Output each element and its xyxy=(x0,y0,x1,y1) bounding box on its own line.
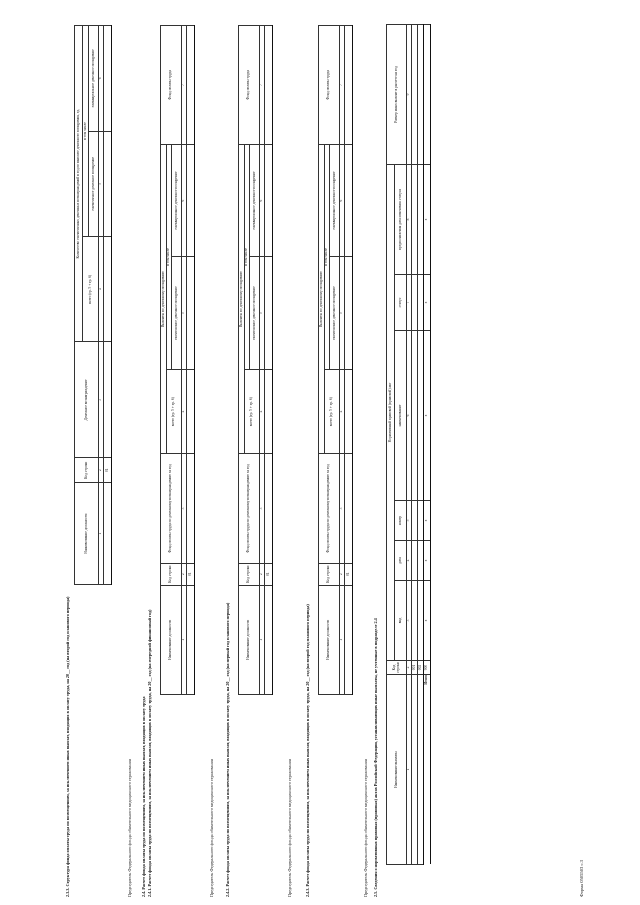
col-group: Выплаты по денежному поощрению xyxy=(239,144,245,454)
table-cell xyxy=(265,144,273,257)
num: 5 xyxy=(340,257,345,370)
footer-2-3-3: Председатель Федерального фонда обязательного медицинского страхования xyxy=(127,759,132,897)
num: 1 xyxy=(182,585,187,694)
num: 6 xyxy=(340,144,345,257)
num: 1 xyxy=(407,675,412,865)
col-name: Наименование должности xyxy=(319,585,340,694)
col-total: всего (гр. 5 + гр. 6) xyxy=(83,237,99,342)
table-2-5 xyxy=(386,24,431,865)
col-sub1: ежемесячное денежное поощрение xyxy=(250,257,260,370)
col-group: Количество ежемесячных денежных вознаграждений в год по выплате денежного поощрения, ед. xyxy=(75,26,83,342)
num: 4 xyxy=(99,237,104,342)
x-mark: x xyxy=(424,581,431,661)
row-code: 01 xyxy=(345,563,353,585)
row-code: 01 xyxy=(104,458,112,483)
col-amount: Размер иных выплат в расчете на год xyxy=(387,25,407,165)
col-fund: Фонд оплаты труда по денежному вознаграждению за год xyxy=(161,454,182,563)
x-mark: x xyxy=(424,165,431,275)
col-pay: Фонд оплаты труда xyxy=(319,26,340,145)
col-pay: Фонд оплаты труда xyxy=(161,26,182,145)
col-fund: Фонд оплаты труда по денежному вознаграждению за год xyxy=(319,454,340,563)
table-cell xyxy=(265,454,273,563)
row-code: 002 xyxy=(418,661,424,675)
table-cell xyxy=(187,454,195,563)
col-name: Наименование должности xyxy=(239,585,260,694)
col-total: всего (гр. 5 + гр. 6) xyxy=(245,369,260,453)
table-cell xyxy=(187,369,195,453)
footer-2-4-1: Председатель Федерального фонда обязательного медицинского страхования xyxy=(209,759,214,897)
section-2-4-2-title: 2.4.2. Расчет фонда оплаты труда по возмещениям, за исключением иных выплат, входящих в оплату труда, на 20__ год (на первый год планового периода) xyxy=(225,602,230,897)
col-status: статус xyxy=(395,275,407,331)
num: 5 xyxy=(182,257,187,370)
table-cell xyxy=(345,369,353,453)
x-mark: x xyxy=(424,541,431,581)
table-cell xyxy=(424,25,431,165)
col-title: наименование xyxy=(395,331,407,501)
col-sub2: ежеквартальное денежное поощрение xyxy=(250,144,260,257)
table-cell xyxy=(187,585,195,694)
num: 1 xyxy=(260,585,265,694)
col-incl: в том числе xyxy=(83,26,89,237)
num: 6 xyxy=(99,26,104,132)
table-2-4-1 xyxy=(160,25,195,695)
table-cell xyxy=(187,257,195,370)
num: 2 xyxy=(407,661,412,675)
table-cell xyxy=(265,369,273,453)
num: 4 xyxy=(340,369,345,453)
num: 7 xyxy=(407,275,412,331)
num: 4 xyxy=(182,369,187,453)
table-cell xyxy=(265,585,273,694)
col-code: Код строки xyxy=(161,563,182,585)
table-cell xyxy=(345,454,353,563)
table-cell xyxy=(345,257,353,370)
row-code: 01 xyxy=(265,563,273,585)
col-code: Код строки xyxy=(319,563,340,585)
table-cell xyxy=(345,585,353,694)
col-sub1: ежемесячное денежное поощрение xyxy=(330,257,340,370)
col-vid: вид xyxy=(395,581,407,661)
col-act: Нормативный правовой (правовой) акт xyxy=(387,165,395,661)
num: 7 xyxy=(260,26,265,145)
col-sub2: ежеквартальное денежное поощрение xyxy=(330,144,340,257)
col-incl: в том числе xyxy=(325,144,330,369)
col-term: предполагаемая дата изменения статуса xyxy=(395,165,407,275)
col-fund: Денежное вознаграждение xyxy=(75,342,99,458)
num: 9 xyxy=(407,25,412,165)
table-cell xyxy=(104,342,112,458)
col-incl: в том числе xyxy=(167,144,172,369)
num: 8 xyxy=(407,165,412,275)
num: 6 xyxy=(260,144,265,257)
num: 2 xyxy=(340,563,345,585)
num: 3 xyxy=(99,342,104,458)
num: 7 xyxy=(340,26,345,145)
table-2-4-2 xyxy=(238,25,273,695)
total-code: 900 xyxy=(424,661,431,675)
num: 2 xyxy=(182,563,187,585)
table-cell xyxy=(104,26,112,132)
col-fund: Фонд оплаты труда по денежному вознаграждению за год xyxy=(239,454,260,563)
col-num: номер xyxy=(395,501,407,541)
table-cell xyxy=(104,483,112,585)
col-incl: в том числе xyxy=(245,144,250,369)
col-code: Код строки xyxy=(75,458,99,483)
col-sub1: ежемесячное денежное поощрение xyxy=(172,257,182,370)
num: 3 xyxy=(407,581,412,661)
table-2-3-3 xyxy=(74,25,112,585)
footer-2-4-2: Председатель Федерального фонда обязательного медицинского страхования xyxy=(287,759,292,897)
num: 6 xyxy=(182,144,187,257)
table-cell xyxy=(104,237,112,342)
col-total: всего (гр. 5 + гр. 6) xyxy=(325,369,340,453)
table-2-4-3 xyxy=(318,25,353,695)
col-group: Выплаты по денежному поощрению xyxy=(319,144,325,454)
num: 4 xyxy=(407,541,412,581)
col-name: Наименование должности xyxy=(161,585,182,694)
table-cell xyxy=(265,257,273,370)
section-2-5-title: 2.5. Сведения о нормативных правовых (правовых) актах Российской Федерации, устанавливающих иные выплаты, не учтенные в подразделе 2.4 xyxy=(373,618,378,897)
col-name: Наименование выплаты xyxy=(387,675,407,865)
x-mark: x xyxy=(424,501,431,541)
table-cell xyxy=(187,26,195,145)
num: 2 xyxy=(260,563,265,585)
table-cell xyxy=(104,131,112,236)
num: 5 xyxy=(407,501,412,541)
num: 4 xyxy=(260,369,265,453)
num: 2 xyxy=(99,458,104,483)
num: 3 xyxy=(340,454,345,563)
table-cell xyxy=(187,144,195,257)
x-mark: x xyxy=(424,275,431,331)
num: 3 xyxy=(182,454,187,563)
total-label: Итого xyxy=(424,675,431,865)
footer-2-4-3: Председатель Федерального фонда обязательного медицинского страхования xyxy=(363,759,368,897)
section-2-4-3-title: 2.4.3. Расчет фонда оплаты труда по возмещениям, за исключением иных выплат, входящих в оплату труда, на 20__ год (на второй год планового периода) xyxy=(305,604,310,897)
table-cell xyxy=(265,26,273,145)
col-sub2: ежеквартальное денежное поощрение xyxy=(172,144,182,257)
num: 1 xyxy=(340,585,345,694)
col-name: Наименование должности xyxy=(75,483,99,585)
num: 1 xyxy=(99,483,104,585)
table-cell xyxy=(345,144,353,257)
col-group: Выплаты по денежному поощрению xyxy=(161,144,167,454)
num: 7 xyxy=(182,26,187,145)
section-2-3-3-title: 2.3.3. Структура фонда оплаты труда по возмещениям, за исключением иных выплат, входящих в оплату труда, на 20__ год (на второй год планового периода) xyxy=(65,596,70,897)
col-code: Код строки xyxy=(239,563,260,585)
col-pay: Фонд оплаты труда xyxy=(239,26,260,145)
col-sub2: ежеквартальное денежное поощрение xyxy=(89,26,99,132)
col-code: Код строки xyxy=(387,661,407,675)
row-code: 01 xyxy=(187,563,195,585)
num: 6 xyxy=(407,331,412,501)
num: 3 xyxy=(260,454,265,563)
num: 5 xyxy=(99,131,104,236)
table-cell xyxy=(345,26,353,145)
col-sub1: ежемесячное денежное поощрение xyxy=(89,131,99,236)
x-mark: x xyxy=(424,331,431,501)
section-2-4-title: 2.4. Расчет фонда оплаты труда по возмещениям, за исключением иных выплат, входящих в оплату труда xyxy=(141,696,146,897)
form-code: Форма 0505503 с.3 xyxy=(579,860,584,897)
col-date: дата xyxy=(395,541,407,581)
num: 5 xyxy=(260,257,265,370)
section-2-4-1-title: 2.4.1. Расчет фонда оплаты труда по возмещениям, за исключением иных выплат, входящих в оплату труда, на 20__ год (на очередной финансовый год) xyxy=(147,609,152,897)
col-total: всего (гр. 5 + гр. 6) xyxy=(167,369,182,453)
row-code: 001 xyxy=(412,661,418,675)
